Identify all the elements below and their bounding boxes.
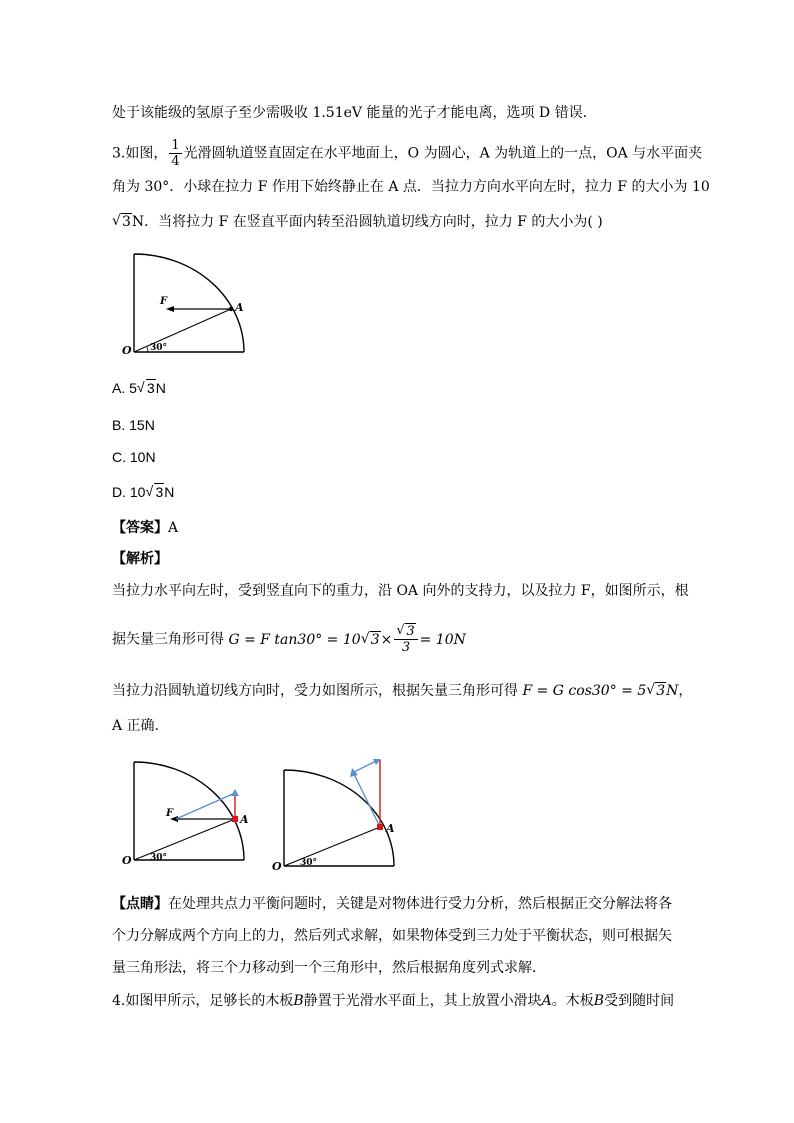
label-O: O	[122, 344, 132, 357]
label-F: F	[166, 808, 174, 819]
prev-text: 处于该能级的氢原子至少需吸收 1.51eV 能量的光子才能电离，选项 D 错误.	[112, 105, 588, 121]
sqrt-radicand: 3	[122, 214, 131, 230]
sqrt-radicand: 3	[146, 380, 155, 396]
sqrt-radicand: 3	[155, 484, 164, 500]
label-A: A	[240, 813, 249, 826]
answer-label: 【答案】	[112, 520, 168, 536]
radius-OA	[134, 309, 231, 352]
var-A: A	[541, 993, 552, 1009]
option-a[interactable]	[112, 378, 166, 398]
comment-text-1: 在处理共点力平衡问题时，关键是对物体进行受力分析，然后根据正交分解法将各	[168, 896, 672, 912]
support-arrowhead	[231, 789, 239, 796]
angle-arc	[147, 347, 148, 352]
analysis-p4: A 正确.	[112, 718, 160, 734]
force-F-arrowhead	[166, 306, 174, 312]
sqrt3	[137, 378, 156, 398]
sqrt3	[112, 212, 132, 232]
eq1-right: = 10N	[419, 631, 466, 648]
var-B: B	[593, 993, 605, 1009]
label-O: O	[122, 854, 132, 867]
comment-l2: 个力分解成两个方向上的力，然后列式求解，如果物体受到三力处于平衡状态，则可根据矢	[112, 928, 672, 944]
comment-l3: 量三角形法，将三个力移动到一个三角形中，然后根据角度列式求解．	[112, 960, 546, 976]
analysis-p1: 当拉力水平向左时，受到竖直向下的重力，沿 OA 向外的支持力，以及拉力 F，如图所示，根	[112, 583, 689, 599]
circular-track	[134, 254, 244, 352]
force-figure-horizontal	[118, 756, 258, 868]
point-A	[229, 307, 233, 311]
var-B: B	[293, 993, 304, 1009]
q4-text-d: 受到随时间	[604, 993, 675, 1009]
quarter-circle-figure	[118, 248, 258, 360]
q3-line3-text: N．当将拉力 F 在竖直平面内转至沿圆轨道切线方向时，拉力 F 的大小为( )	[131, 214, 603, 230]
circular-track	[134, 762, 244, 860]
option-d[interactable]	[112, 482, 174, 502]
option-a-label: A. 5	[112, 380, 137, 396]
analysis-p2-text: 据矢量三角形可得	[112, 631, 224, 648]
comment-l1	[112, 894, 672, 914]
label-A: A	[386, 822, 395, 835]
quarter-fraction	[169, 138, 181, 169]
frac-num-radicand: 3	[406, 624, 415, 639]
angle-label: 30°	[150, 343, 168, 353]
comment-label: 【点睛】	[112, 896, 168, 912]
radius-OA	[284, 827, 380, 866]
point-A	[377, 824, 383, 830]
analysis-p3	[112, 681, 692, 701]
sqrt-radicand: 3	[370, 631, 380, 648]
answer-line	[112, 518, 178, 538]
q3-line1	[112, 138, 702, 169]
q4-text-c: 。木板	[551, 993, 594, 1009]
comma: ，	[678, 683, 693, 699]
q3-line3	[112, 212, 603, 232]
eq2-unit: N	[666, 683, 679, 699]
q4-text-b: 静置于光滑水平面上，其上放置小滑块	[303, 993, 542, 1009]
force-figure-tangential	[272, 756, 412, 874]
sqrt3	[145, 482, 164, 502]
q3-line1-text: 光滑圆轨道竖直固定在水平地面上，O 为圆心，A 为轨道上的一点，OA 与水平面夹	[183, 145, 703, 162]
option-c[interactable]: C. 10N	[112, 449, 156, 465]
analysis-p3-text: 当拉力沿圆轨道切线方向时，受力如图所示，根据矢量三角形可得	[112, 683, 518, 699]
frac-den: 3	[401, 640, 411, 655]
q3-line2: 角为 30°．小球在拉力 F 作用下始终静止在 A 点．当拉力方向水平向左时，拉力 F 的大小为 10	[112, 179, 710, 195]
option-d-unit: N	[164, 484, 175, 500]
equation-2	[522, 683, 678, 699]
answer-value: A	[168, 520, 179, 536]
tangential-force-vector	[354, 774, 380, 827]
circular-track	[284, 770, 394, 866]
eq2-left: F = G cos30° = 5	[522, 683, 647, 699]
sqrt-radicand: 3	[656, 683, 666, 699]
eq1-left: G = F tan30° = 10	[228, 631, 361, 648]
sqrt3	[361, 630, 381, 650]
analysis-label: 【解析】	[112, 551, 168, 567]
q4-line1	[112, 991, 674, 1011]
analysis-p2	[112, 624, 466, 655]
frac-den: 4	[171, 154, 180, 169]
equation-1	[228, 624, 466, 655]
label-A: A	[235, 301, 244, 314]
q4-text-a: 4.如图甲所示，足够长的木板	[112, 993, 294, 1009]
q3-prefix: 3.如图，	[112, 145, 168, 162]
label-O: O	[272, 860, 282, 873]
label-F: F	[160, 296, 168, 307]
option-d-label: D. 10	[112, 484, 146, 500]
option-a-unit: N	[155, 380, 166, 396]
tangential-arrowhead	[350, 768, 358, 777]
angle-label: 30°	[150, 853, 168, 863]
angle-label: 30°	[300, 858, 318, 868]
times-sign: ×	[380, 631, 393, 648]
frac-num: 1	[171, 138, 180, 153]
sqrt3-over-3	[394, 624, 417, 655]
sqrt3	[646, 681, 666, 701]
option-b[interactable]: B. 15N	[112, 417, 155, 433]
point-A	[232, 816, 238, 822]
